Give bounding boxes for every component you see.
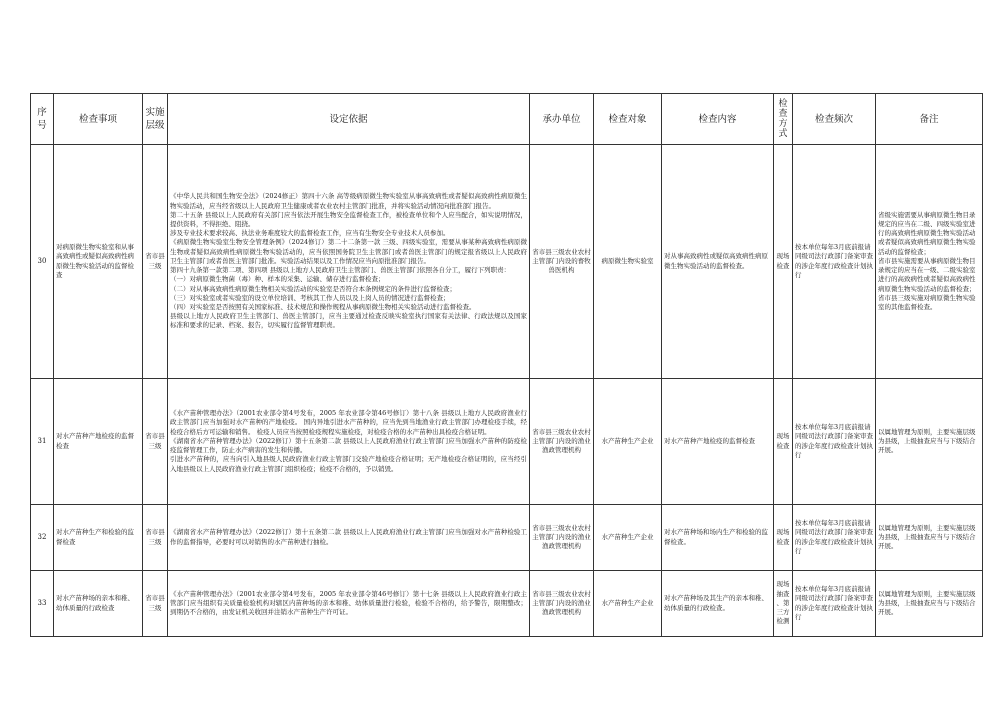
row-content: 对水产苗种产地检疫的监督检查 bbox=[662, 379, 774, 505]
row-basis: 《水产苗种管理办法》（2001农业部令第4号发布，2005 年农业部令第46号修订）第十七条 县级以上人民政府渔业行政主管部门应当组织有关质量检验机构对辖区内苗种场的亲本和稚、幼体质量进行检验，检验不合格的，给予警告，限期整改；到期仍不合格的，由发证机关收回并注销水产苗种生产许可证。 bbox=[168, 571, 530, 637]
row-basis: 《湖南省水产苗种管理办法》（2022修订）第十五条第二款 县级以上人民政府渔业行政主管部门应当加强对水产苗种检验工作的监督指导，必要时可以对销售的水产苗种进行抽检。 bbox=[168, 505, 530, 571]
row-method: 现场检查 bbox=[774, 379, 793, 505]
row-unit: 省市县三级农业农村主管部门内设的渔业渔政管理机构 bbox=[530, 379, 594, 505]
row-frequency: 按本单位每年3月底前报请同级司法行政部门备案审查的涉企年度行政检查计划执行 bbox=[793, 379, 876, 505]
row-unit: 省市县三级农业农村主管部门内设的畜牧兽医机构 bbox=[530, 145, 594, 379]
header-item: 检查事项 bbox=[54, 94, 143, 145]
header-content: 检查内容 bbox=[662, 94, 774, 145]
row-unit: 省市县三级农业农村主管部门内设的渔业渔政管理机构 bbox=[530, 571, 594, 637]
row-item: 对水产苗种产地检疫的监督检查 bbox=[54, 379, 143, 505]
row-method: 现场 抽查 、第 三方 检测 bbox=[774, 571, 793, 637]
row-content: 对水产苗种场及其生产的亲本和稚、幼体质量的行政检查。 bbox=[662, 571, 774, 637]
row-object: 水产苗种生产企业 bbox=[594, 505, 662, 571]
row-remark: 以属地管理为原则，主要实施层级为县级，上级抽查应当与下级结合开展。 bbox=[876, 379, 983, 505]
row-seq: 32 bbox=[31, 505, 54, 571]
header-method: 检 查 方 式 bbox=[774, 94, 793, 145]
header-row bbox=[31, 94, 983, 145]
row-level: 省市县三级 bbox=[143, 505, 168, 571]
table-row bbox=[31, 505, 983, 571]
header-remark: 备注 bbox=[876, 94, 983, 145]
row-frequency: 按本单位每年3月底前报请同级司法行政部门备案审查的涉企年度行政检查计划执行 bbox=[793, 571, 876, 637]
row-remark: 省级实施需要从事病原微生物目录规定的应当在二级、四级实验室进行的高致病性病原微生物实验活动或者疑似高致病性病原微生物实验活动的监督检查； 省市县实施需要从事病原微生物目录规定的应当在一级、二级实验室进行的高致病性或者疑似高致病性病原微生物实验活动的监督检查； 省市县三级实施对病原微生物实验室的其他监督检查。 bbox=[876, 145, 983, 379]
row-remark: 以属地管理为原则，主要实施层级为县级，上级抽查应当与下级结合开展。 bbox=[876, 571, 983, 637]
row-item: 对病原微生物实验室和从事高致病性或疑似高致病性病原微生物实验活动的监督检查 bbox=[54, 145, 143, 379]
header-unit: 承办单位 bbox=[530, 94, 594, 145]
row-seq: 30 bbox=[31, 145, 54, 379]
table-row bbox=[31, 571, 983, 637]
row-object: 病原微生物实验室 bbox=[594, 145, 662, 379]
row-basis: 《中华人民共和国生物安全法》（2024修正）第四十六条 高等级病原微生物实验室从事高致病性或者疑似高致病性病原微生物实验活动，应当经省级以上人民政府卫生健康或者农业农村主管部门批准，并将实验活动情况向批准部门报告。 第二十五条 县级以上人民政府有关部门应当依法开展生物安全监督检查工作，被检查单位和个人应当配合，如实说明情况，提供资料，不得拒绝、阻挠。 涉及专业技术要求较高、执法业务难度较大的监督检查工作，应当有生物安全专业技术人员参加。 《病原微生物实验室生物安全管理条例》（2024修订）第二十二条第一款 三级、四级实验室，需要从事某种高致病性病原微生物或者疑似高致病性病原微生物实验活动的，应当依照国务院卫生主管部门或者兽医主管部门的规定报省级以上人民政府卫生主管部门或者兽医主管部门批准。实验活动结果以及工作情况应当向原批准部门报告。 第四十九条第一款第二项、第四项 县级以上地方人民政府卫生主管部门、兽医主管部门依照各自分工，履行下列职责： （一）对病原微生物菌（毒）种、样本的采集、运输、储存进行监督检查； （二）对从事高致病性病原微生物相关实验活动的实验室是否符合本条例规定的条件进行监督检查； （三）对实验室或者实验室的设立单位培训、考核其工作人员以及上岗人员的情况进行监督检查； （四）对实验室是否按照有关国家标准、技术规范和操作规程从事病原微生物相关实验活动进行监督检查。 县级以上地方人民政府卫生主管部门、兽医主管部门，应当主要通过检查反映实验室执行国家有关法律、行政法规以及国家标准和要求的记录、档案、报告，切实履行监督管理职责。 bbox=[168, 145, 530, 379]
row-content: 对水产苗种场和场内生产和检验的监督检查。 bbox=[662, 505, 774, 571]
header-basis: 设定依据 bbox=[168, 94, 530, 145]
header-level: 实施 层级 bbox=[143, 94, 168, 145]
row-frequency: 按本单位每年3月底前报请同级司法行政部门备案审查的涉企年度行政检查计划执行 bbox=[793, 145, 876, 379]
row-object: 水产苗种生产企业 bbox=[594, 571, 662, 637]
header-frequency: 检查频次 bbox=[793, 94, 876, 145]
header-seq: 序号 bbox=[31, 94, 54, 145]
row-method: 现场检查 bbox=[774, 505, 793, 571]
row-remark: 以属地管理为原则，主要实施层级为县级，上级抽查应当与下级结合开展。 bbox=[876, 505, 983, 571]
row-level: 省市县三级 bbox=[143, 379, 168, 505]
row-basis: 《水产苗种管理办法》（2001农业部令第4号发布，2005 年农业部令第46号修订）第十八条 县级以上地方人民政府渔业行政主管部门应当加强对水产苗种的产地检疫。 国内异地引进水产苗种的，应当先到当地渔业行政主管部门办理检疫手续，经检疫合格后方可运输和销售。 检疫人员应当按照检疫规程实施检疫，对检疫合格的水产苗种出具检疫合格证明。 《湖南省水产苗种管理办法》（2022修订）第十五条第二款 县级以上人民政府渔业行政主管部门应当加强水产苗种的防疫检疫监督管理工作，防止水产病害的发生和传播。 引进水产苗种的，应当向引入地县级人民政府渔业行政主管部门交验产地检疫合格证明；无产地检疫合格证明的，应当经引入地县级以上人民政府渔业行政主管部门组织检疫；检疫不合格的，予以销毁。 bbox=[168, 379, 530, 505]
row-item: 对水产苗种生产和检验的监督检查 bbox=[54, 505, 143, 571]
row-object: 水产苗种生产企业 bbox=[594, 379, 662, 505]
row-seq: 31 bbox=[31, 379, 54, 505]
row-level: 省市县三级 bbox=[143, 145, 168, 379]
row-level: 省市县三级 bbox=[143, 571, 168, 637]
row-unit: 省市县三级农业农村主管部门内设的渔业渔政管理机构 bbox=[530, 505, 594, 571]
header-object: 检查对象 bbox=[594, 94, 662, 145]
row-seq: 33 bbox=[31, 571, 54, 637]
table-row bbox=[31, 145, 983, 379]
row-item: 对水产苗种场的亲本和稚、幼体质量的行政检查 bbox=[54, 571, 143, 637]
table-row bbox=[31, 379, 983, 505]
row-method: 现场检查 bbox=[774, 145, 793, 379]
row-frequency: 按本单位每年3月底前报请同级司法行政部门备案审查的涉企年度行政检查计划执行 bbox=[793, 505, 876, 571]
inspection-table bbox=[30, 93, 983, 637]
row-content: 对从事高致病性或疑似高致病性病原微生物实验活动的监督检查。 bbox=[662, 145, 774, 379]
